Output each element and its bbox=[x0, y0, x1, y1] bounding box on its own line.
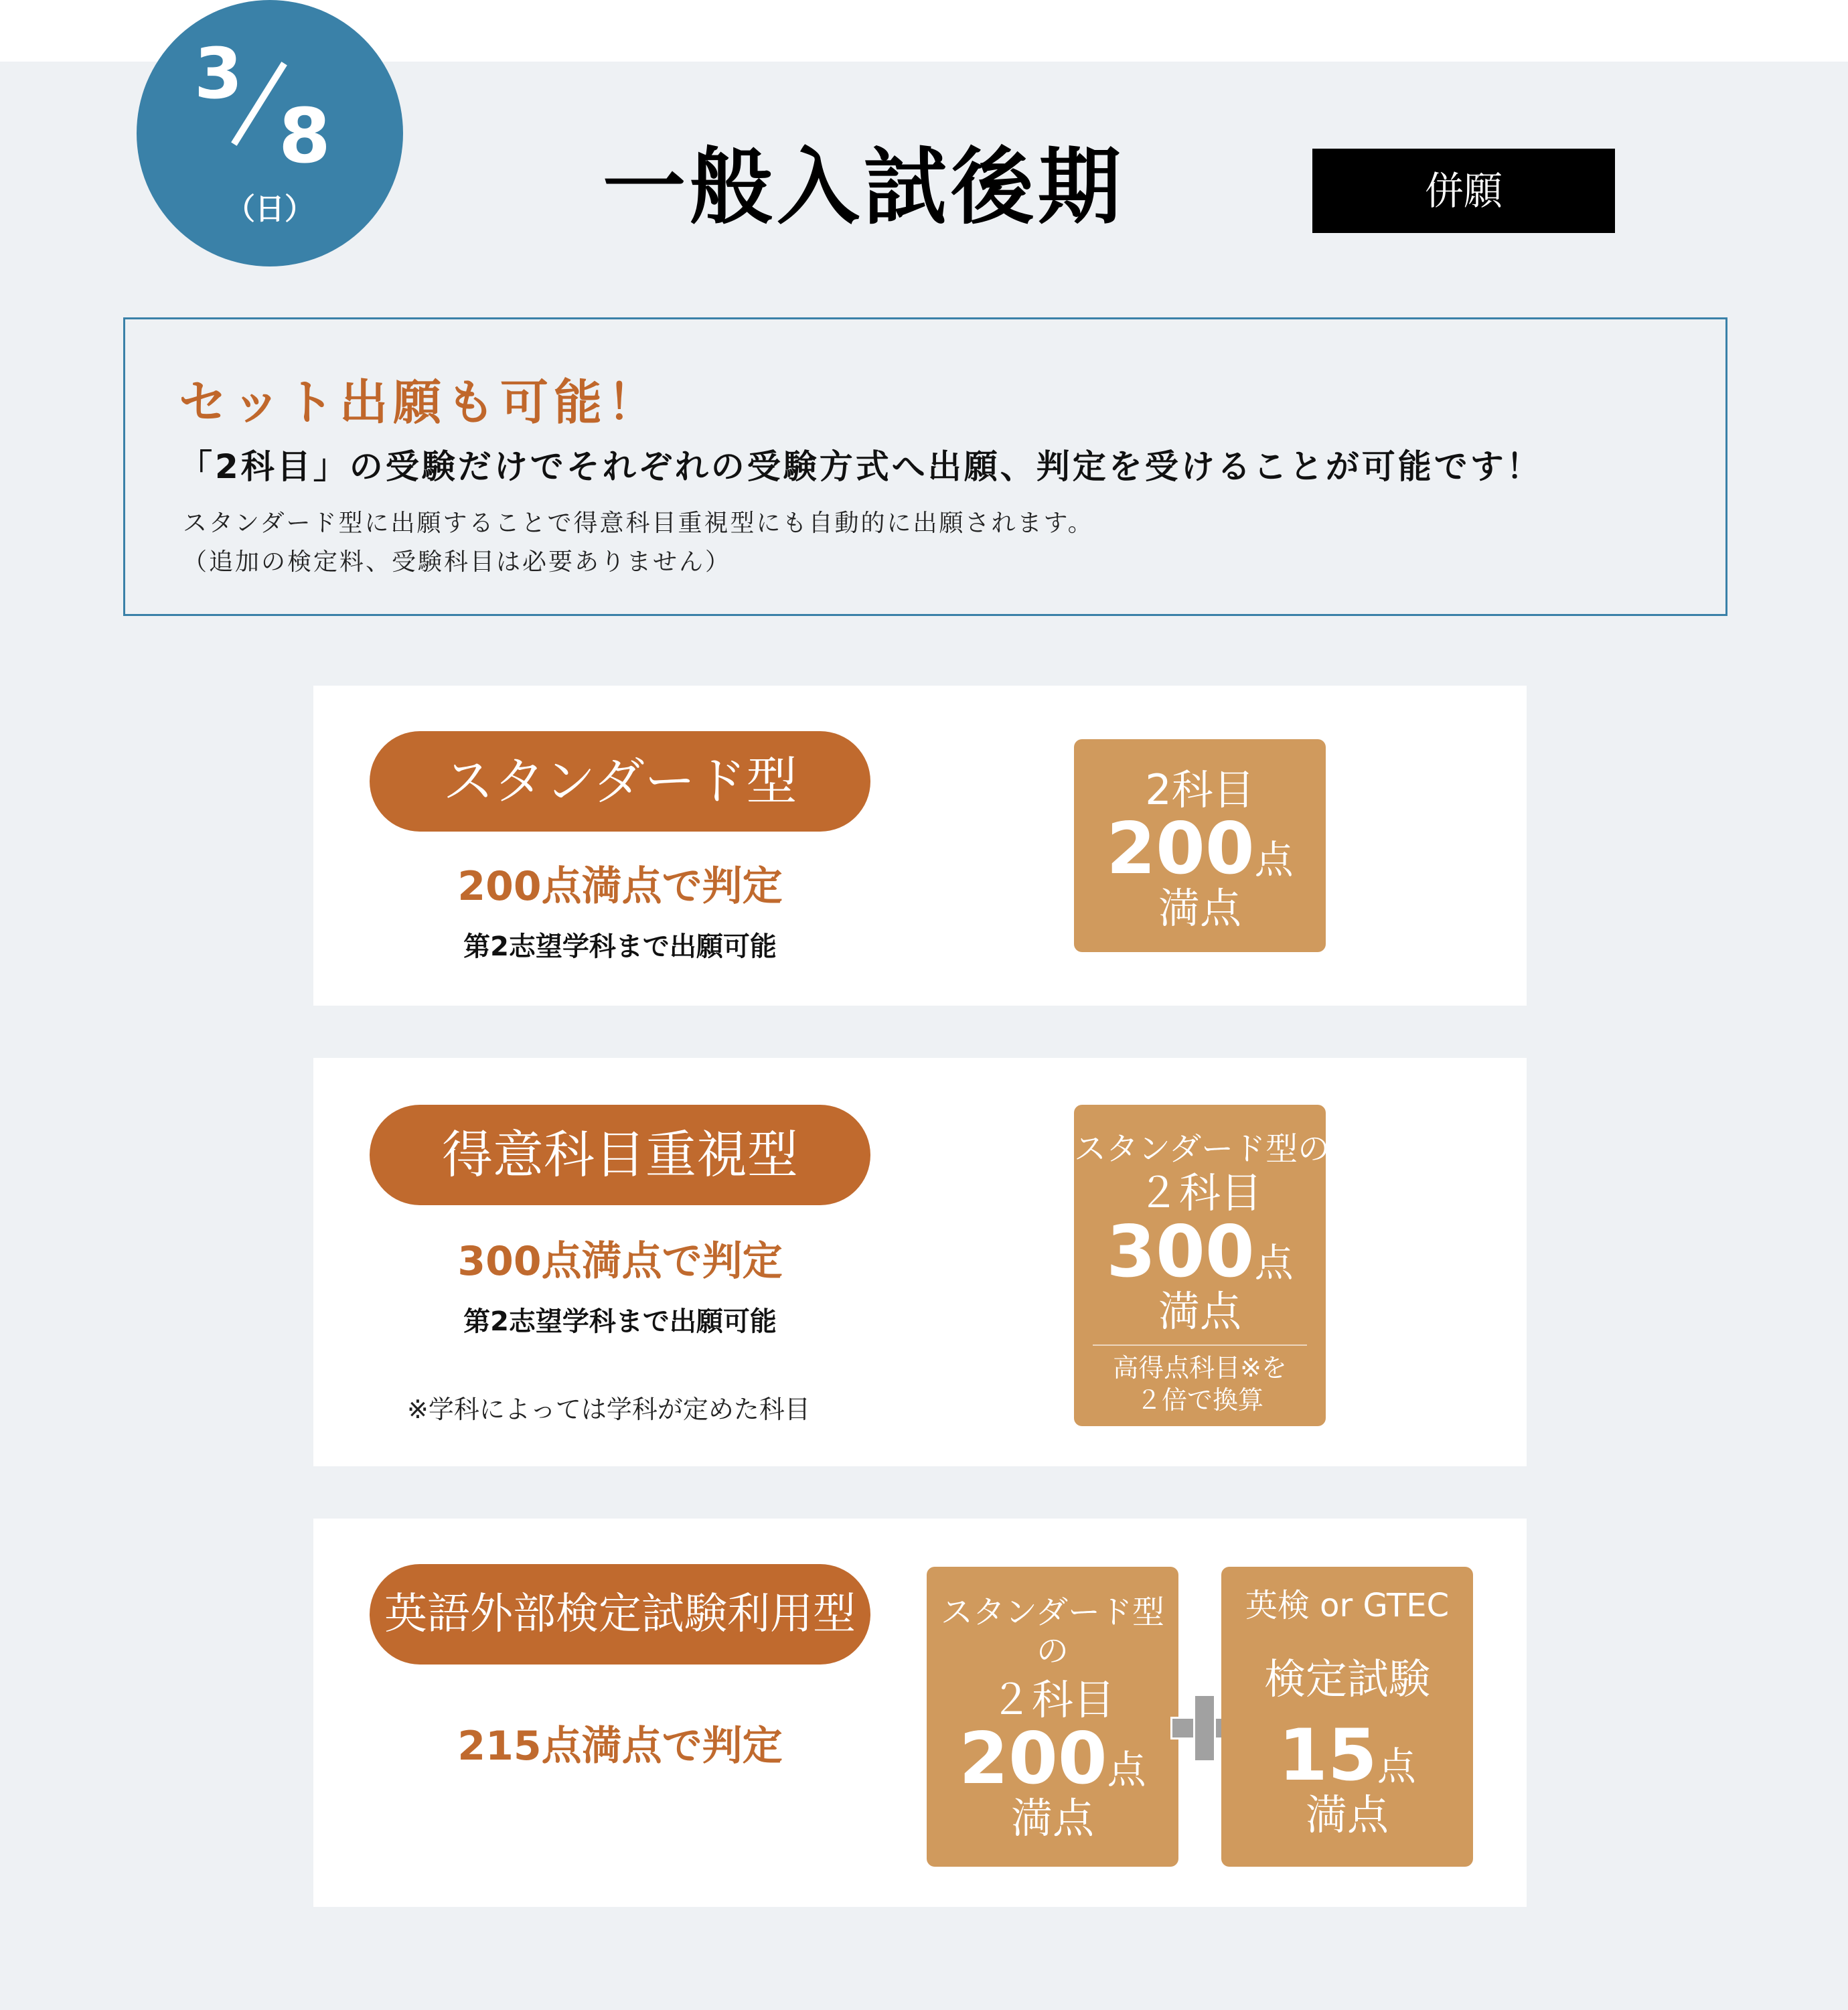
info-subheading: 「2科目」の受験だけでそれぞれの受験方式へ出願、判定を受けることが可能です！ bbox=[179, 447, 1543, 486]
info-heading: セット出願も可能！ bbox=[179, 374, 662, 431]
date-weekday: （日） bbox=[226, 192, 314, 226]
info-note-line-2: （追加の検定料、受験科目は必要ありません） bbox=[183, 548, 732, 576]
english-box-b-points-unit: 点 bbox=[1377, 1743, 1416, 1789]
strong-box-points bbox=[1074, 1210, 1326, 1293]
strong-subject-note: 第2志望学科まで出願可能 bbox=[463, 1306, 777, 1337]
strong-subject-score-box bbox=[1074, 1105, 1330, 1426]
english-box-a-no: の bbox=[1036, 1632, 1069, 1670]
strong-box-subjects: ２科目 bbox=[1137, 1168, 1262, 1217]
english-box-exam bbox=[1221, 1567, 1473, 1867]
card-standard bbox=[313, 686, 1527, 1006]
english-box-a-full-marks: 満点 bbox=[1010, 1794, 1094, 1843]
strong-box-divider bbox=[1093, 1344, 1307, 1346]
strong-subject-score-text: 300点満点で判定 bbox=[457, 1238, 783, 1285]
strong-box-points-value: 300 bbox=[1106, 1210, 1255, 1293]
info-note bbox=[183, 504, 1094, 582]
english-external-type-pill: 英語外部検定試験利用型 bbox=[370, 1564, 870, 1665]
date-day: 8 bbox=[279, 93, 331, 180]
english-box-a-points-unit: 点 bbox=[1107, 1747, 1146, 1793]
english-box-standard bbox=[927, 1567, 1178, 1867]
date-circle bbox=[137, 0, 403, 266]
heigan-badge: 併願 bbox=[1312, 149, 1615, 233]
english-box-a-subjects: ２科目 bbox=[990, 1675, 1115, 1725]
english-external-score-text: 215点満点で判定 bbox=[457, 1723, 783, 1770]
strong-box-note-2: ２倍で換算 bbox=[1136, 1385, 1263, 1415]
card-strong-subject bbox=[313, 1058, 1527, 1466]
english-box-a-points bbox=[927, 1717, 1178, 1800]
standard-box-points-unit: 点 bbox=[1254, 837, 1294, 883]
english-box-b-points bbox=[1221, 1713, 1473, 1796]
english-box-b-full-marks: 満点 bbox=[1305, 1790, 1389, 1839]
strong-box-standard-label: スタンダード型の bbox=[1074, 1130, 1330, 1168]
info-note-line-1: スタンダード型に出願することで得意科目重視型にも自動的に出願されます。 bbox=[183, 510, 1094, 537]
page-title: 一般入試後期 bbox=[603, 139, 1126, 236]
english-box-a-points-value: 200 bbox=[959, 1717, 1107, 1800]
standard-box-subjects: 2科目 bbox=[1145, 765, 1255, 814]
english-box-b-exam-names: 英検 or GTEC bbox=[1245, 1587, 1450, 1624]
set-application-info-box bbox=[123, 317, 1727, 616]
standard-box-points-value: 200 bbox=[1106, 807, 1255, 891]
english-box-b-points-value: 15 bbox=[1278, 1713, 1377, 1796]
english-box-b-exam-label: 検定試験 bbox=[1263, 1654, 1430, 1703]
strong-box-points-unit: 点 bbox=[1254, 1239, 1294, 1286]
english-box-a-standard-label: スタンダード型 bbox=[940, 1594, 1165, 1631]
standard-box-points bbox=[1074, 807, 1326, 891]
standard-score-box bbox=[1074, 739, 1326, 952]
standard-box-full-marks: 満点 bbox=[1158, 884, 1241, 933]
standard-score-text: 200点満点で判定 bbox=[457, 863, 783, 910]
strong-subject-footnote: ※学科によっては学科が定めた科目 bbox=[407, 1395, 810, 1424]
card-english-external bbox=[313, 1519, 1527, 1907]
strong-box-full-marks: 満点 bbox=[1158, 1286, 1241, 1336]
strong-subject-type-pill: 得意科目重視型 bbox=[370, 1105, 870, 1205]
standard-note: 第2志望学科まで出願可能 bbox=[463, 931, 777, 962]
strong-box-note-1: 高得点科目※を bbox=[1113, 1353, 1287, 1383]
date-month: 3 bbox=[194, 33, 243, 114]
standard-type-pill: スタンダード型 bbox=[370, 731, 870, 832]
